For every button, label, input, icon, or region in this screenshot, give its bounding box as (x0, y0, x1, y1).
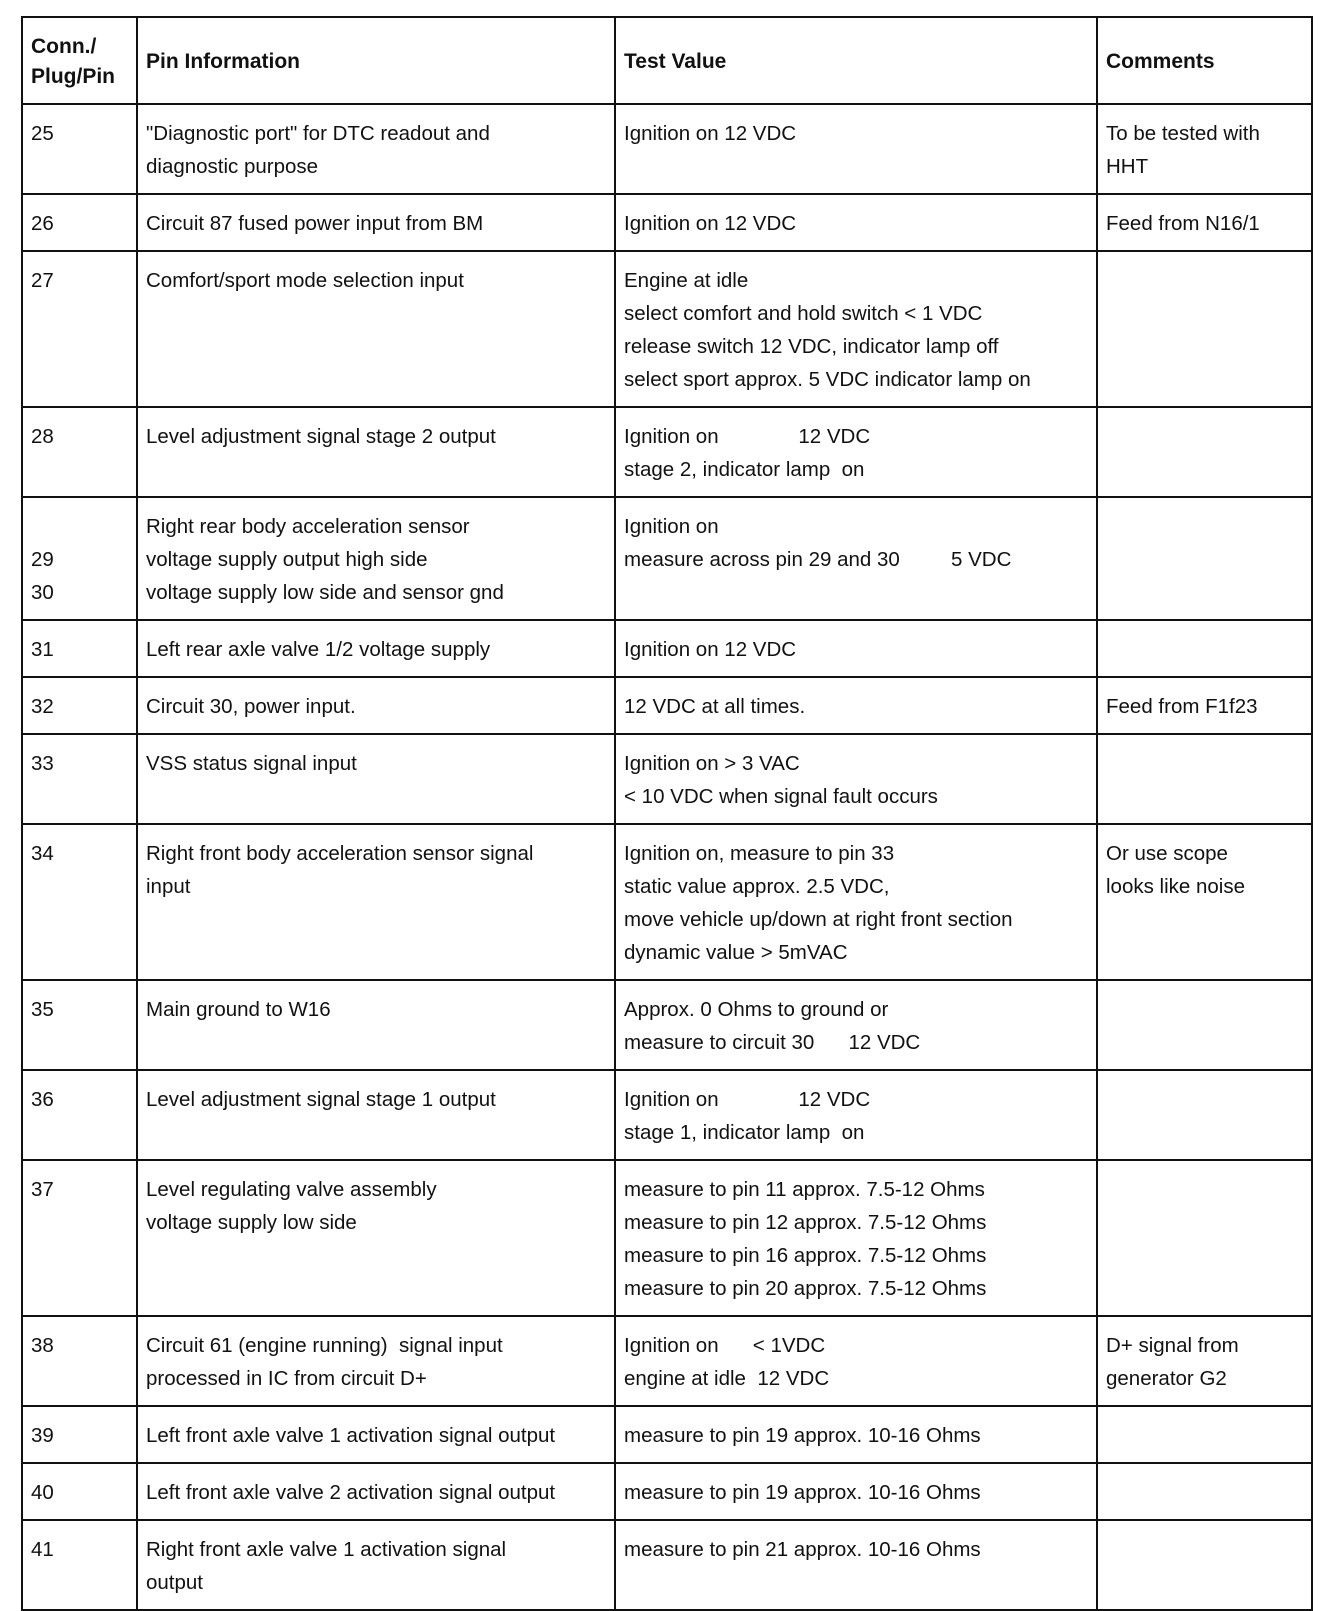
header-info: Pin Information (137, 17, 615, 104)
test-value-cell (615, 1070, 1097, 1160)
pin-info-cell-line: voltage supply low side and sensor gnd (146, 581, 504, 604)
test-value-cell-line: measure to pin 21 approx. 10-16 Ohms (624, 1538, 981, 1561)
test-value-cell (615, 824, 1097, 980)
comments-cell (1097, 1406, 1312, 1463)
pin-cell-line: 41 (31, 1538, 54, 1561)
test-value-cell-line: Ignition on > 3 VAC (624, 752, 800, 775)
pin-cell (22, 1316, 137, 1406)
table-row (22, 194, 1312, 251)
comments-cell (1097, 251, 1312, 407)
pin-info-cell (137, 104, 615, 194)
pin-cell (22, 824, 137, 980)
pin-cell-line: 26 (31, 212, 54, 235)
table-row (22, 734, 1312, 824)
pin-cell (22, 407, 137, 497)
pin-info-cell-line: Left rear axle valve 1/2 voltage supply (146, 638, 491, 661)
pin-cell (22, 980, 137, 1070)
table-row (22, 1406, 1312, 1463)
pin-cell-line: 36 (31, 1088, 54, 1111)
header-pin-line: Conn./ (31, 34, 97, 58)
comments-cell-line: HHT (1106, 155, 1149, 178)
pin-info-cell (137, 407, 615, 497)
table-row (22, 407, 1312, 497)
pin-info-cell-line: output (146, 1571, 203, 1594)
pin-cell-line: 29 (31, 548, 54, 571)
test-value-cell (615, 980, 1097, 1070)
table-row (22, 1070, 1312, 1160)
comments-cell (1097, 1520, 1312, 1610)
comments-cell-line: generator G2 (1106, 1367, 1227, 1390)
pin-cell (22, 1160, 137, 1316)
table-row (22, 1160, 1312, 1316)
pin-cell-line (31, 510, 128, 543)
pin-info-cell-line: Comfort/sport mode selection input (146, 269, 464, 292)
pin-info-cell (137, 497, 615, 620)
pin-cell (22, 251, 137, 407)
pin-info-cell-line: Level adjustment signal stage 1 output (146, 1088, 496, 1111)
comments-cell (1097, 1160, 1312, 1316)
test-value-cell (615, 620, 1097, 677)
comments-cell-line: Or use scope (1106, 842, 1228, 865)
header-test: Test Value (615, 17, 1097, 104)
pin-cell-line: 30 (31, 581, 54, 604)
header-row (22, 17, 1312, 104)
comments-cell (1097, 497, 1312, 620)
pin-info-cell (137, 620, 615, 677)
test-value-cell-line: dynamic value > 5mVAC (624, 941, 848, 964)
pin-cell (22, 1070, 137, 1160)
pin-info-cell (137, 251, 615, 407)
pin-info-cell (137, 677, 615, 734)
test-value-cell-line: select sport approx. 5 VDC indicator lamp on (624, 368, 1031, 391)
pin-info-cell-line: Right rear body acceleration sensor (146, 515, 470, 538)
test-value-cell-line: < 10 VDC when signal fault occurs (624, 785, 938, 808)
test-value-cell-line: measure across pin 29 and 30 5 VDC (624, 548, 1012, 571)
pin-cell-line: 28 (31, 425, 54, 448)
pin-info-cell-line: processed in IC from circuit D+ (146, 1367, 427, 1390)
test-value-cell (615, 251, 1097, 407)
pin-cell (22, 677, 137, 734)
pin-cell-line: 25 (31, 122, 54, 145)
test-value-cell-line: stage 2, indicator lamp on (624, 458, 865, 481)
test-value-cell (615, 1316, 1097, 1406)
pin-cell-line: 32 (31, 695, 54, 718)
comments-cell-line: Feed from F1f23 (1106, 695, 1258, 718)
header-comments: Comments (1097, 17, 1312, 104)
test-value-cell-line: stage 1, indicator lamp on (624, 1121, 865, 1144)
comments-cell-line: D+ signal from (1106, 1334, 1239, 1357)
pin-cell (22, 194, 137, 251)
pin-cell-line: 34 (31, 842, 54, 865)
table-row (22, 980, 1312, 1070)
test-value-cell-line: move vehicle up/down at right front section (624, 908, 1013, 931)
pin-cell-line: 40 (31, 1481, 54, 1504)
test-value-cell (615, 497, 1097, 620)
table-row (22, 497, 1312, 620)
comments-cell (1097, 824, 1312, 980)
test-value-cell-line: Ignition on, measure to pin 33 (624, 842, 895, 865)
table-row (22, 824, 1312, 980)
pin-info-cell (137, 1463, 615, 1520)
table-row (22, 251, 1312, 407)
table-row (22, 677, 1312, 734)
test-value-cell-line: 12 VDC at all times. (624, 695, 806, 718)
test-value-cell-line: Ignition on (624, 515, 719, 538)
pin-info-cell-line: Circuit 30, power input. (146, 695, 356, 718)
pin-info-cell (137, 1406, 615, 1463)
comments-cell (1097, 1316, 1312, 1406)
pin-cell-line: 38 (31, 1334, 54, 1357)
comments-cell (1097, 734, 1312, 824)
pin-cell-line: 27 (31, 269, 54, 292)
test-value-cell-line: Engine at idle (624, 269, 749, 292)
pin-cell (22, 1406, 137, 1463)
test-value-cell (615, 1463, 1097, 1520)
test-value-cell-line: static value approx. 2.5 VDC, (624, 875, 890, 898)
pin-info-cell-line: VSS status signal input (146, 752, 357, 775)
header-pin (22, 17, 137, 104)
comments-cell (1097, 980, 1312, 1070)
pin-info-cell (137, 734, 615, 824)
test-value-cell (615, 734, 1097, 824)
table-row (22, 1463, 1312, 1520)
test-value-cell (615, 104, 1097, 194)
comments-cell-line: looks like noise (1106, 875, 1246, 898)
pin-info-cell-line: "Diagnostic port" for DTC readout and (146, 122, 490, 145)
comments-cell (1097, 1070, 1312, 1160)
comments-cell-line: To be tested with (1106, 122, 1260, 145)
test-value-cell (615, 407, 1097, 497)
pin-info-cell (137, 824, 615, 980)
comments-cell (1097, 620, 1312, 677)
table-row (22, 1316, 1312, 1406)
test-value-cell-line: measure to pin 16 approx. 7.5-12 Ohms (624, 1244, 987, 1267)
test-value-cell-line: Ignition on 12 VDC (624, 638, 797, 661)
table-row (22, 104, 1312, 194)
test-value-cell-line: measure to circuit 30 12 VDC (624, 1031, 921, 1054)
pin-cell (22, 1463, 137, 1520)
test-value-cell (615, 677, 1097, 734)
test-value-cell (615, 1406, 1097, 1463)
test-value-cell-line: select comfort and hold switch < 1 VDC (624, 302, 983, 325)
comments-cell (1097, 407, 1312, 497)
pin-cell (22, 620, 137, 677)
comments-cell (1097, 677, 1312, 734)
pin-cell-line: 35 (31, 998, 54, 1021)
pin-cell-line: 33 (31, 752, 54, 775)
table-row (22, 620, 1312, 677)
pin-info-cell-line: input (146, 875, 191, 898)
pin-info-cell-line: Main ground to W16 (146, 998, 331, 1021)
test-value-cell-line: Ignition on 12 VDC (624, 425, 871, 448)
test-value-cell-line: Ignition on 12 VDC (624, 122, 797, 145)
pin-info-cell (137, 980, 615, 1070)
comments-cell (1097, 104, 1312, 194)
pin-info-cell (137, 1160, 615, 1316)
test-value-cell-line: engine at idle 12 VDC (624, 1367, 830, 1390)
test-value-cell-line: Ignition on 12 VDC (624, 1088, 871, 1111)
test-value-cell-line: Approx. 0 Ohms to ground or (624, 998, 889, 1021)
pin-info-cell-line: Right front axle valve 1 activation signal (146, 1538, 507, 1561)
pin-info-cell-line: voltage supply low side (146, 1211, 357, 1234)
test-value-cell (615, 1160, 1097, 1316)
test-value-cell (615, 194, 1097, 251)
test-value-cell-line: measure to pin 11 approx. 7.5-12 Ohms (624, 1178, 985, 1201)
comments-cell (1097, 1463, 1312, 1520)
test-value-cell-line: release switch 12 VDC, indicator lamp off (624, 335, 999, 358)
comments-cell-line: Feed from N16/1 (1106, 212, 1260, 235)
test-value-cell-line: Ignition on 12 VDC (624, 212, 797, 235)
pin-info-cell (137, 194, 615, 251)
pin-info-cell (137, 1070, 615, 1160)
pin-info-cell-line: diagnostic purpose (146, 155, 319, 178)
pin-info-cell (137, 1520, 615, 1610)
test-value-cell-line: Ignition on < 1VDC (624, 1334, 826, 1357)
test-value-cell-line: measure to pin 12 approx. 7.5-12 Ohms (624, 1211, 987, 1234)
pin-cell (22, 1520, 137, 1610)
header-pin-line: Plug/Pin (31, 64, 115, 88)
test-value-cell-line: measure to pin 19 approx. 10-16 Ohms (624, 1424, 981, 1447)
pin-info-cell-line: Level adjustment signal stage 2 output (146, 425, 496, 448)
table-row (22, 1520, 1312, 1610)
pin-info-cell (137, 1316, 615, 1406)
test-value-cell-line: measure to pin 19 approx. 10-16 Ohms (624, 1481, 981, 1504)
pin-info-cell-line: Level regulating valve assembly (146, 1178, 437, 1201)
pin-cell (22, 497, 137, 620)
pin-information-table (21, 16, 1313, 1611)
pin-cell-line: 31 (31, 638, 54, 661)
pin-info-cell-line: voltage supply output high side (146, 548, 428, 571)
pin-info-cell-line: Left front axle valve 1 activation signal output (146, 1424, 556, 1447)
pin-cell-line: 37 (31, 1178, 54, 1201)
test-value-cell-line: measure to pin 20 approx. 7.5-12 Ohms (624, 1277, 987, 1300)
pin-cell (22, 734, 137, 824)
pin-cell (22, 104, 137, 194)
pin-cell-line: 39 (31, 1424, 54, 1447)
pin-info-cell-line: Circuit 61 (engine running) signal input (146, 1334, 503, 1357)
pin-info-cell-line: Circuit 87 fused power input from BM (146, 212, 484, 235)
comments-cell (1097, 194, 1312, 251)
test-value-cell (615, 1520, 1097, 1610)
pin-info-cell-line: Right front body acceleration sensor signal (146, 842, 534, 865)
pin-info-cell-line: Left front axle valve 2 activation signal output (146, 1481, 556, 1504)
table-body (22, 104, 1312, 1610)
